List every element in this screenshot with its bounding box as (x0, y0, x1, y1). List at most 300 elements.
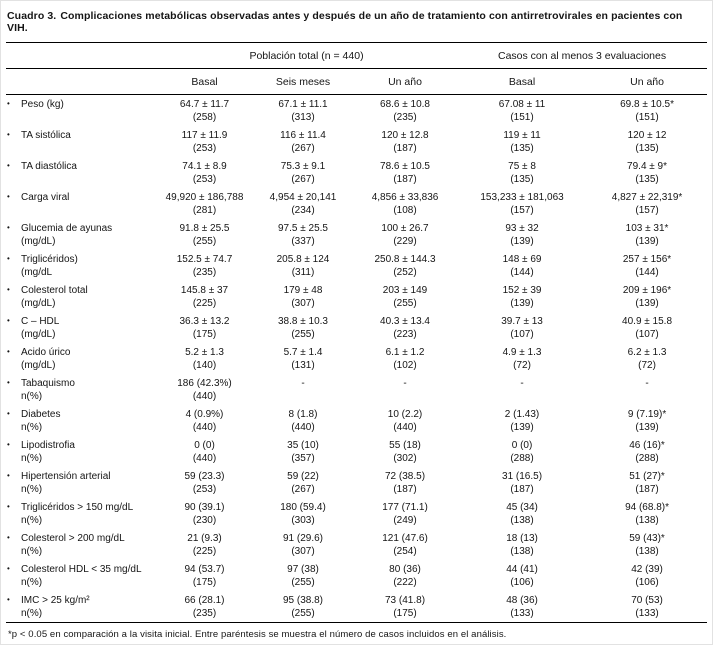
row-label: TA sistólica (21, 129, 71, 141)
cell-n: (267) (291, 173, 315, 185)
cell-value: 38.8 ± 10.3 (278, 315, 328, 327)
table-row (6, 312, 707, 343)
row-bullet-icon: • (7, 347, 10, 356)
cell-value: 42 (39) (631, 563, 663, 575)
value-cell (156, 529, 253, 560)
cell-value: 177 (71.1) (382, 501, 428, 513)
cell-n: (235) (192, 266, 217, 278)
cell-n: (151) (635, 111, 659, 123)
value-cell (253, 126, 353, 157)
column-header-un-ano-1: Un año (353, 69, 457, 95)
cell-value: 44 (41) (506, 563, 538, 575)
cell-value: 39.7 ± 13 (501, 315, 543, 327)
value-cell (253, 374, 353, 405)
row-label-cell (6, 374, 156, 405)
value-cell (457, 436, 587, 467)
cell-value: 203 ± 149 (382, 284, 428, 296)
cell-value: 79.4 ± 9* (627, 160, 668, 172)
value-cell (156, 95, 253, 127)
cell-value: 117 ± 11.9 (181, 129, 228, 141)
cell-n: (255) (291, 607, 315, 619)
value-cell (457, 312, 587, 343)
cell-n: (254) (393, 545, 417, 557)
cell-n: (138) (635, 545, 659, 557)
cell-n (457, 390, 587, 403)
cell-value: 148 ± 69 (502, 253, 542, 265)
cell-value: 0 (0) (511, 439, 533, 451)
cell-value: 68.6 ± 10.8 (380, 98, 430, 110)
value-cell (457, 219, 587, 250)
row-label: Hipertensión arterial (21, 470, 111, 482)
value-cell (587, 343, 707, 374)
cell-value: 121 (47.6) (382, 532, 428, 544)
value-cell (587, 405, 707, 436)
cell-value: 70 (53) (631, 594, 663, 606)
column-header-row (6, 69, 707, 95)
cell-value: 35 (10) (287, 439, 319, 451)
value-cell (156, 126, 253, 157)
cell-value: 94 (53.7) (184, 563, 225, 575)
row-bullet-icon: • (7, 595, 10, 604)
cell-value: 95 (38.8) (282, 594, 324, 606)
value-cell (457, 343, 587, 374)
cell-value: 120 ± 12.8 (381, 129, 429, 141)
row-bullet-icon: • (7, 378, 10, 387)
cell-n: (252) (393, 266, 417, 278)
cell-n: (255) (291, 328, 315, 340)
cell-value: 64.7 ± 11.7 (179, 98, 230, 110)
value-cell (587, 560, 707, 591)
value-cell (353, 219, 457, 250)
row-bullet-icon: • (7, 130, 10, 139)
cell-n: (140) (192, 359, 217, 371)
row-label-cell (6, 126, 156, 157)
cell-n: (139) (635, 421, 659, 433)
row-sublabel (21, 204, 156, 217)
cell-value: 66 (28.1) (184, 594, 225, 606)
value-cell (156, 560, 253, 591)
group-header-row (6, 43, 707, 69)
cell-n: (135) (635, 173, 659, 185)
cell-value: 4 (0.9%) (185, 408, 224, 420)
value-cell (156, 312, 253, 343)
cell-value: 4,827 ± 22,319* (611, 191, 683, 203)
value-cell (353, 126, 457, 157)
cell-n: (440) (393, 421, 417, 433)
cell-value: 4,954 ± 20,141 (269, 191, 337, 203)
cell-n: (157) (510, 204, 534, 216)
value-cell (156, 157, 253, 188)
cell-value: 119 ± 11 (503, 129, 541, 141)
cell-n: (187) (635, 483, 659, 495)
value-cell (587, 498, 707, 529)
value-cell (353, 250, 457, 281)
cell-value: 100 ± 26.7 (381, 222, 429, 234)
cell-n: (255) (192, 235, 217, 247)
row-sublabel: (mg/dL (21, 266, 53, 278)
value-cell (353, 467, 457, 498)
cell-n: (440) (192, 390, 217, 402)
cell-n: (138) (635, 514, 659, 526)
row-sublabel (21, 111, 156, 124)
row-sublabel: n(%) (21, 545, 43, 557)
cell-n: (311) (291, 266, 315, 278)
cell-n: (139) (635, 297, 659, 309)
row-bullet-icon: • (7, 99, 10, 108)
table-row (6, 250, 707, 281)
value-cell (457, 188, 587, 219)
cell-value: 40.9 ± 15.8 (622, 315, 673, 327)
table-number: Cuadro 3. (7, 10, 57, 22)
cell-n (587, 390, 707, 403)
row-sublabel: n(%) (21, 390, 43, 402)
column-header-un-ano-2: Un año (587, 69, 707, 95)
cell-n: (187) (510, 483, 534, 495)
row-label-cell (6, 343, 156, 374)
cell-n: (255) (291, 576, 315, 588)
row-label: Glucemia de ayunas (21, 222, 113, 234)
cell-n: (102) (393, 359, 417, 371)
value-cell (457, 157, 587, 188)
row-bullet-icon: • (7, 316, 10, 325)
row-label-cell (6, 405, 156, 436)
cell-n: (139) (635, 235, 659, 247)
value-cell (156, 498, 253, 529)
cell-value: 48 (36) (506, 594, 538, 606)
cell-n: (138) (510, 545, 534, 557)
caption-text: Complicaciones metabólicas observadas antes y después de un año de tratamiento con antirretrovirales en pacientes con VIH. (7, 10, 683, 34)
cell-n: (133) (510, 607, 534, 619)
row-label: Triglicéridos) (21, 253, 78, 265)
table-row (6, 157, 707, 188)
row-bullet-icon: • (7, 533, 10, 542)
value-cell (253, 281, 353, 312)
cell-n: (288) (635, 452, 659, 464)
row-label-cell (6, 250, 156, 281)
cell-value: 116 ± 11.4 (280, 129, 326, 141)
cell-n: (157) (635, 204, 659, 216)
cell-value: 250.8 ± 144.3 (374, 253, 436, 265)
value-cell (457, 529, 587, 560)
cell-n: (222) (393, 576, 417, 588)
cell-n: (187) (393, 142, 417, 154)
value-cell (587, 157, 707, 188)
cell-value: 45 (34) (506, 501, 538, 513)
cell-value: 94 (68.8)* (625, 501, 669, 513)
value-cell (353, 529, 457, 560)
row-label: Peso (kg) (21, 98, 64, 110)
cell-value: 75.3 ± 9.1 (280, 160, 326, 172)
value-cell (587, 188, 707, 219)
value-cell (587, 467, 707, 498)
cell-n: (187) (393, 173, 417, 185)
cell-value: 59 (43)* (629, 532, 665, 544)
value-cell (253, 591, 353, 623)
value-cell (253, 188, 353, 219)
value-cell (457, 405, 587, 436)
value-cell (353, 436, 457, 467)
cell-value: 120 ± 12 (627, 129, 667, 141)
value-cell (253, 498, 353, 529)
row-label-cell (6, 95, 156, 127)
value-cell (353, 374, 457, 405)
cell-value: 152 ± 39 (502, 284, 542, 296)
cell-n: (107) (510, 328, 534, 340)
value-cell (156, 467, 253, 498)
row-label: IMC > 25 kg/m² (21, 594, 90, 606)
value-cell (353, 188, 457, 219)
value-cell (587, 219, 707, 250)
cell-n: (223) (393, 328, 417, 340)
cell-value: 10 (2.2) (387, 408, 423, 420)
row-sublabel: (mg/dL) (21, 297, 56, 309)
table-row (6, 126, 707, 157)
row-sublabel (21, 173, 156, 186)
cell-n: (440) (192, 421, 217, 433)
cell-value: - (301, 377, 305, 389)
value-cell (156, 188, 253, 219)
cell-value: 40.3 ± 13.4 (380, 315, 430, 327)
table-row (6, 591, 707, 623)
cell-value: 46 (16)* (629, 439, 665, 451)
value-cell (353, 405, 457, 436)
value-cell (457, 591, 587, 623)
row-label: Carga viral (21, 191, 70, 203)
row-bullet-icon: • (7, 564, 10, 573)
cell-value: 36.3 ± 13.2 (179, 315, 230, 327)
value-cell (253, 312, 353, 343)
row-label: Lipodistrofia (21, 439, 75, 451)
row-sublabel: n(%) (21, 607, 43, 619)
cell-n: (175) (192, 576, 217, 588)
value-cell (253, 95, 353, 127)
cell-value: - (645, 377, 649, 389)
cell-n: (303) (291, 514, 315, 526)
cell-n: (281) (192, 204, 217, 216)
value-cell (587, 250, 707, 281)
empty-header-cell (6, 43, 156, 69)
row-label-cell (6, 312, 156, 343)
value-cell (353, 498, 457, 529)
cell-n: (357) (291, 452, 315, 464)
row-sublabel: (mg/dL) (21, 235, 56, 247)
value-cell (587, 591, 707, 623)
cell-value: 51 (27)* (629, 470, 665, 482)
value-cell (156, 374, 253, 405)
cell-n: (108) (393, 204, 417, 216)
row-label: Acido úrico (21, 346, 71, 358)
value-cell (587, 95, 707, 127)
cell-value: 90 (39.1) (184, 501, 225, 513)
value-cell (156, 405, 253, 436)
row-label-cell (6, 436, 156, 467)
cell-value: 91.8 ± 25.5 (179, 222, 230, 234)
cell-n: (302) (393, 452, 417, 464)
cell-value: 73 (41.8) (385, 594, 426, 606)
cell-value: 72 (38.5) (385, 470, 426, 482)
cell-n: (135) (510, 142, 534, 154)
cell-n: (230) (192, 514, 217, 526)
cell-value: 103 ± 31* (625, 222, 669, 234)
row-label-cell (6, 219, 156, 250)
value-cell (156, 343, 253, 374)
value-cell (353, 157, 457, 188)
cell-n: (255) (393, 297, 417, 309)
value-cell (353, 591, 457, 623)
group-header-poblacion-total: Población total (n = 440) (156, 43, 457, 69)
value-cell (457, 95, 587, 127)
column-header-basal-2: Basal (457, 69, 587, 95)
row-bullet-icon: • (7, 440, 10, 449)
value-cell (587, 126, 707, 157)
cell-n: (106) (510, 576, 534, 588)
cell-value: 67.1 ± 11.1 (278, 98, 328, 110)
table-row (6, 219, 707, 250)
cell-value: 0 (0) (194, 439, 215, 451)
cell-n: (175) (393, 607, 417, 619)
row-label-cell (6, 157, 156, 188)
cell-n (353, 390, 457, 403)
value-cell (353, 312, 457, 343)
table-row (6, 95, 707, 127)
cell-value: 74.1 ± 8.9 (182, 160, 227, 172)
value-cell (253, 250, 353, 281)
value-cell (253, 405, 353, 436)
table-row (6, 498, 707, 529)
cell-value: 75 ± 8 (508, 160, 536, 172)
cell-value: 8 (1.8) (288, 408, 318, 420)
cell-n: (313) (291, 111, 315, 123)
row-sublabel: (mg/dL) (21, 328, 56, 340)
value-cell (253, 343, 353, 374)
cell-value: 145.8 ± 37 (180, 284, 229, 296)
cell-n: (144) (635, 266, 659, 278)
row-label: Colesterol > 200 mg/dL (21, 532, 125, 544)
group-header-casos-3-evaluaciones: Casos con al menos 3 evaluaciones (457, 43, 707, 69)
cell-n: (187) (393, 483, 417, 495)
cell-value: 97 (38) (287, 563, 319, 575)
cell-n: (138) (510, 514, 534, 526)
cell-value: 55 (18) (389, 439, 421, 451)
cell-value: 6.1 ± 1.2 (385, 346, 425, 358)
cell-n: (72) (513, 359, 531, 371)
row-sublabel: n(%) (21, 576, 43, 588)
cell-n: (106) (635, 576, 659, 588)
cell-n (253, 390, 353, 403)
cell-value: - (520, 377, 524, 389)
row-bullet-icon: • (7, 223, 10, 232)
cell-n: (135) (510, 173, 534, 185)
cell-n: (225) (192, 545, 217, 557)
cell-value: 205.8 ± 124 (276, 253, 330, 265)
column-header-seis-meses: Seis meses (253, 69, 353, 95)
cell-n: (249) (393, 514, 417, 526)
cell-value: 5.7 ± 1.4 (283, 346, 323, 358)
cell-n: (288) (510, 452, 534, 464)
cell-value: 152.5 ± 74.7 (176, 253, 233, 265)
value-cell (457, 374, 587, 405)
cell-n: (229) (393, 235, 417, 247)
cell-n: (253) (192, 173, 217, 185)
cell-n: (253) (192, 483, 217, 495)
row-bullet-icon: • (7, 285, 10, 294)
cell-value: 78.6 ± 10.5 (380, 160, 430, 172)
value-cell (253, 467, 353, 498)
value-cell (156, 219, 253, 250)
cell-value: 21 (9.3) (187, 532, 222, 544)
row-bullet-icon: • (7, 471, 10, 480)
cell-n: (139) (510, 297, 534, 309)
metabolic-complications-table (6, 42, 707, 623)
row-sublabel: n(%) (21, 421, 43, 433)
cell-value: 6.2 ± 1.3 (627, 346, 667, 358)
cell-value: 59 (22) (287, 470, 319, 482)
table-row (6, 529, 707, 560)
table-row (6, 405, 707, 436)
value-cell (587, 281, 707, 312)
row-label-cell (6, 591, 156, 623)
cell-value: 91 (29.6) (282, 532, 324, 544)
row-label-cell (6, 498, 156, 529)
row-bullet-icon: • (7, 192, 10, 201)
table-row (6, 467, 707, 498)
cell-n: (440) (192, 452, 217, 464)
cell-n: (175) (192, 328, 217, 340)
value-cell (253, 436, 353, 467)
row-label-cell (6, 560, 156, 591)
empty-header-cell (6, 69, 156, 95)
row-bullet-icon: • (7, 161, 10, 170)
table-row (6, 188, 707, 219)
value-cell (587, 529, 707, 560)
row-label-cell (6, 281, 156, 312)
column-header-basal-1: Basal (156, 69, 253, 95)
row-label-cell (6, 529, 156, 560)
value-cell (353, 281, 457, 312)
cell-n: (225) (192, 297, 217, 309)
row-bullet-icon: • (7, 409, 10, 418)
row-label: Colesterol HDL < 35 mg/dL (21, 563, 142, 575)
table-row (6, 281, 707, 312)
cell-value: 9 (7.19)* (627, 408, 667, 420)
table-row (6, 374, 707, 405)
cell-value: 209 ± 196* (622, 284, 672, 296)
cell-n: (337) (291, 235, 315, 247)
cell-value: 69.8 ± 10.5* (620, 98, 674, 110)
cell-n: (253) (192, 142, 217, 154)
cell-n: (440) (291, 421, 315, 433)
cell-n: (267) (291, 483, 315, 495)
row-sublabel: (mg/dL) (21, 359, 56, 371)
cell-n: (267) (291, 142, 315, 154)
cell-n: (234) (291, 204, 315, 216)
row-bullet-icon: • (7, 254, 10, 263)
cell-value: 180 (59.4) (280, 501, 326, 513)
cell-value: 153,233 ± 181,063 (480, 191, 564, 203)
value-cell (457, 498, 587, 529)
row-label: Tabaquismo (21, 377, 75, 389)
cell-value: 5.2 ± 1.3 (185, 346, 224, 358)
cell-value: 31 (16.5) (502, 470, 543, 482)
value-cell (457, 250, 587, 281)
cell-value: 4.9 ± 1.3 (502, 346, 542, 358)
row-label: Colesterol total (21, 284, 88, 296)
cell-n: (131) (291, 359, 315, 371)
cell-n: (307) (291, 297, 315, 309)
cell-n: (139) (510, 235, 534, 247)
cell-value: 93 ± 32 (505, 222, 539, 234)
cell-n: (133) (635, 607, 659, 619)
